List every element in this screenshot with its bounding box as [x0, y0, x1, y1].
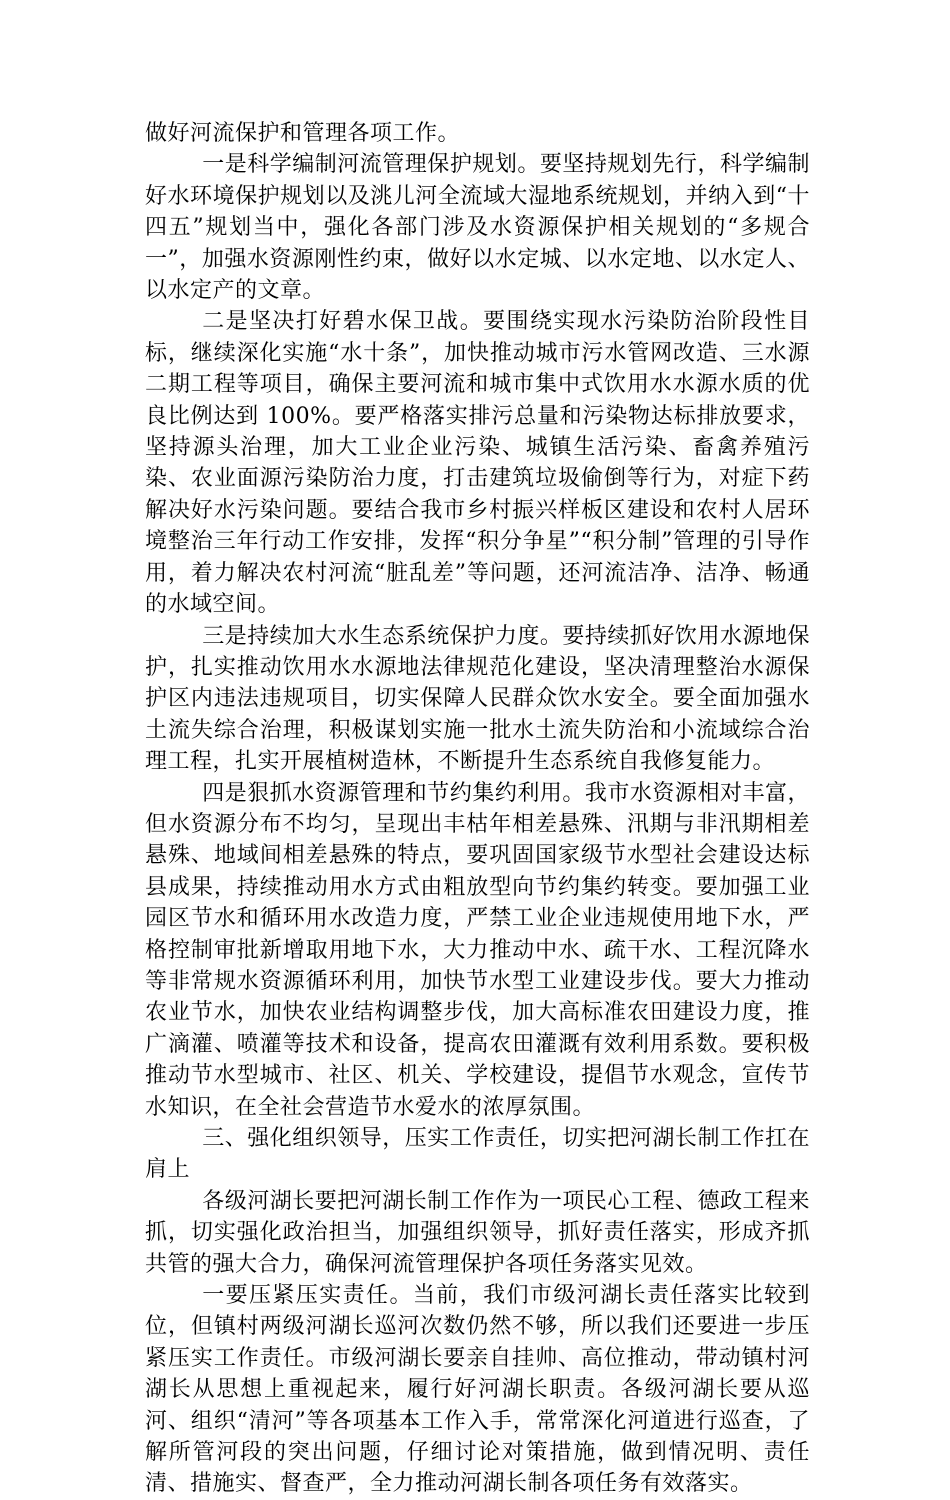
paragraph-water-resource-management: 四是狠抓水资源管理和节约集约利用。我市水资源相对丰富，但水资源分布不均匀，呈现出丰枯年相差悬殊、汛期与非汛期相差悬殊、地域间相差悬殊的特点，要巩固国家级节水型社会建设达标县成果，持续推动用水方式由粗放型向节约集约转变。要加强工业园区节水和循环用水改造力度，严禁工业企业违规使用地下水，严格控制审批新增取用地下水，大力推动中水、疏干水、工程沉降水等非常规水资源循环利用，加快节水型工业建设步伐。要大力推动农业节水，加快农业结构调整步伐，加大高标准农田建设力度，推广滴灌、喷灌等技术和设备，提高农田灌溉有效利用系数。要积极推动节水型城市、社区、机关、学校建设，提倡节水观念，宣传节水知识，在全社会营造节水爱水的浓厚氛围。 — [145, 780, 810, 1120]
paragraph-responsibility: 一要压紧压实责任。当前，我们市级河湖长责任落实比较到位，但镇村两级河湖长巡河次数仍然不够，所以我们还要进一步压紧压实工作责任。市级河湖长要亲自挂帅、高位推动，带动镇村河湖长从思想上重视起来，履行好河湖长职责。各级河湖长要从巡河、组织“清河”等各项基本工作入手，常常深化河道进行巡查，了解所管河段的突出问题，仔细讨论对策措施，做到情况明、责任清、措施实、督查严，全力推动河湖长制各项任务有效落实。 — [145, 1283, 810, 1497]
document-body — [145, 118, 810, 1500]
section-heading-organization: 三、强化组织领导，压实工作责任，切实把河湖长制工作扛在肩上 — [145, 1126, 810, 1183]
paragraph-planning: 一是科学编制河流管理保护规划。要坚持规划先行，科学编制好水环境保护规划以及洮儿河全流域大湿地系统规划，并纳入到“十四五”规划当中，强化各部门涉及水资源保护相关规划的“多规合一”，加强水资源刚性约束，做好以水定城、以水定地、以水定人、以水定产的文章。 — [145, 152, 810, 304]
paragraph-river-chiefs: 各级河湖长要把河湖长制工作作为一项民心工程、德政工程来抓，切实强化政治担当，加强组织领导，抓好责任落实，形成齐抓共管的强大合力，确保河流管理保护各项任务落实见效。 — [145, 1188, 810, 1277]
paragraph-clear-water: 二是坚决打好碧水保卫战。要围绕实现水污染防治阶段性目标，继续深化实施“水十条”，加快推动城市污水管网改造、三水源二期工程等项目，确保主要河流和城市集中式饮用水水源水质的优良比例达到 100%。要严格落实排污总量和污染物达标排放要求，坚持源头治理，加大工业企业污染、城镇生活污染、畜禽养殖污染、农业面源污染防治力度，打击建筑垃圾偷倒等行为，对症下药解决好水污染问题。要结合我市乡村振兴样板区建设和农村人居环境整治三年行动工作安排，发挥“积分争星”“积分制”管理的引导作用，着力解决农村河流“脏乱差”等问题，还河流洁净、洁净、畅通的水域空间。 — [145, 309, 811, 618]
paragraph-ecosystem-protection: 三是持续加大水生态系统保护力度。要持续抓好饮用水源地保护，扎实推动饮用水水源地法律规范化建设，坚决清理整治水源保护区内违法违规项目，切实保障人民群众饮水安全。要全面加强水土流失综合治理，积极谋划实施一批水土流失防治和小流域综合治理工程，扎实开展植树造林，不断提升生态系统自我修复能力。 — [145, 623, 810, 775]
paragraph-intro-continuation: 做好河流保护和管理各项工作。 — [145, 121, 461, 146]
